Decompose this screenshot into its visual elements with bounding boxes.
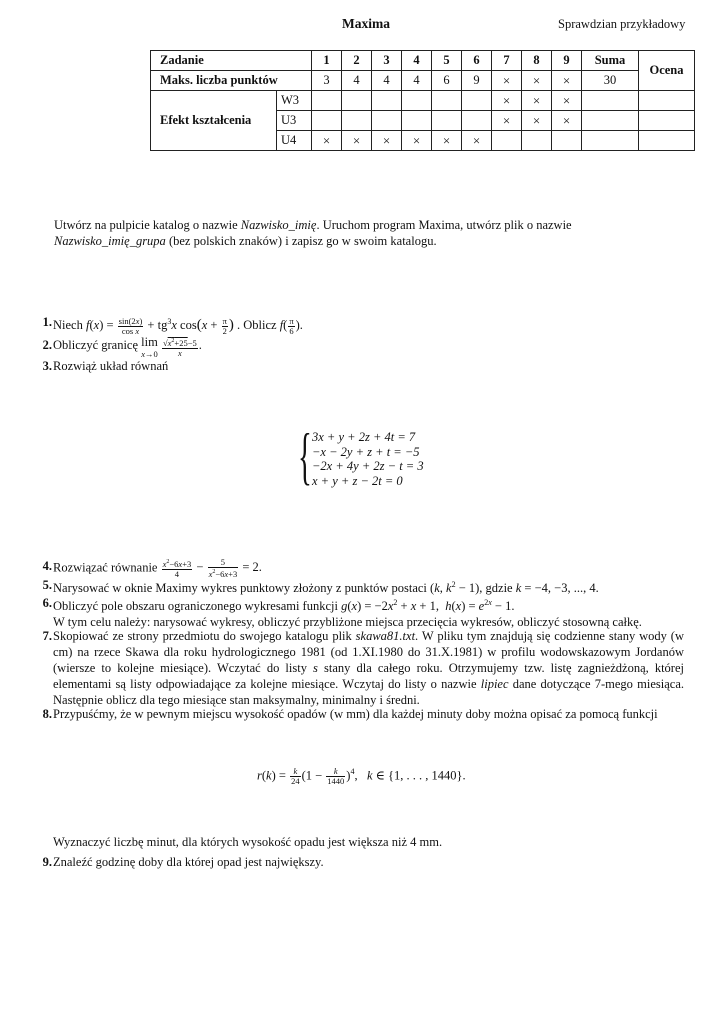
task-number: 2. <box>42 338 52 352</box>
effect-mark: × <box>432 131 462 151</box>
points-cell: 9 <box>462 71 492 91</box>
effect-code: W3 <box>277 91 312 111</box>
list-name: lipiec <box>480 677 509 691</box>
effect-mark <box>312 111 342 131</box>
page-title: Maxima <box>342 16 390 31</box>
effect-mark <box>312 91 342 111</box>
effect-mark <box>552 131 582 151</box>
effect-grade-cell <box>639 131 695 151</box>
row-label-zadanie: Zadanie <box>151 51 312 71</box>
task-text: Rozwiązać równanie <box>53 560 161 575</box>
intro-text: . Uruchom program Maxima, utwórz plik o nazwie <box>316 218 572 232</box>
task-8 <box>34 706 684 722</box>
effect-mark: × <box>522 111 552 131</box>
effect-mark: × <box>372 131 402 151</box>
effect-mark <box>522 131 552 151</box>
table-row <box>151 91 695 111</box>
points-cell: 4 <box>342 71 372 91</box>
intro-paragraph <box>54 217 674 249</box>
effect-sum-cell <box>582 91 639 111</box>
effect-mark <box>402 111 432 131</box>
effect-mark <box>342 111 372 131</box>
page-subtitle: Sprawdzian przykładowy <box>558 17 686 31</box>
equation: x + y + z − 2t = 0 <box>312 474 403 489</box>
task-text: . Oblicz <box>236 318 280 333</box>
task-text: Niech <box>53 318 86 333</box>
task-number: 9. <box>42 855 52 869</box>
effect-mark <box>342 91 372 111</box>
task-text: Narysować w oknie Maximy wykres punktowy złożony z punktów postaci <box>53 581 431 596</box>
limit-formula: lim x→0 <box>141 335 158 359</box>
effect-mark: × <box>492 91 522 111</box>
equation: −x − 2y + z + t = −5 <box>312 444 420 459</box>
task-header: 6 <box>462 51 492 71</box>
task-7 <box>34 628 684 708</box>
effect-mark: × <box>342 131 372 151</box>
brace-symbol: { <box>298 420 312 491</box>
task-3 <box>34 358 684 374</box>
task-text: Obliczyć granicę <box>53 338 142 352</box>
effect-sum-cell <box>582 111 639 131</box>
equation: −2x + 4y + 2z − t = 3 <box>312 459 424 474</box>
list-name: s <box>313 661 318 675</box>
effect-code: U4 <box>277 131 312 151</box>
task-header: 1 <box>312 51 342 71</box>
equation-formula: $\frac{x^2-6x+3}{4}$ − $\frac{5}{x^2-6x+3}$ = 2. <box>162 557 262 579</box>
task-text: Znaleźć godzinę doby dla której opad jest największy. <box>53 855 324 869</box>
effect-mark <box>402 91 432 111</box>
intro-text: (bez polskich znaków) i zapisz go w swoim katalogu. <box>165 234 437 248</box>
task-number: 6. <box>42 596 52 610</box>
row-label-points: Maks. liczba punktów <box>151 71 312 91</box>
task-6: 6. Obliczyć pole obszaru ograniczonego wykresami funkcji $g(x) = -2x^2 + x + 1$, $h(x) = e^{2x} - 1$. W tym celu należy: narysować wykresy, obliczyć przybliżone miejsca przecięcia wykresów, obliczyć stosowną całkę. <box>34 595 684 630</box>
points-cell: × <box>522 71 552 91</box>
intro-text: Utwórz na pulpicie katalog o nazwie <box>54 218 241 232</box>
points-sum-cell: 30 <box>582 71 639 91</box>
task-number: 8. <box>42 707 52 721</box>
task-text: , gdzie <box>479 581 516 596</box>
task-text: dane dotyczące 7-mego miesiąca. Następnie oblicz dla tego miesiące stan maksymalny, minimalny i średni. <box>53 677 685 707</box>
effect-mark <box>432 111 462 131</box>
task-5: 5. Narysować w oknie Maximy wykres punktowy złożony z punktów postaci (k, $k^2 - 1$), gdzie k = −4, −3, ..., 4. <box>34 577 684 596</box>
effect-grade-cell <box>639 91 695 111</box>
effect-mark: × <box>552 91 582 111</box>
task-text: Skopiować ze strony przedmiotu do swojego katalogu plik <box>53 629 356 643</box>
data-file-name: skawa81.txt <box>355 629 416 643</box>
effect-mark <box>462 111 492 131</box>
effect-mark <box>372 91 402 111</box>
effect-mark: × <box>522 91 552 111</box>
task-header: 2 <box>342 51 372 71</box>
task-header: 7 <box>492 51 522 71</box>
effect-sum-cell <box>582 131 639 151</box>
table-row <box>151 71 695 91</box>
effect-mark <box>372 111 402 131</box>
effect-mark: × <box>552 111 582 131</box>
task-header: 5 <box>432 51 462 71</box>
effect-mark: × <box>492 111 522 131</box>
task-number: 4. <box>42 559 52 573</box>
points-cell: 3 <box>312 71 342 91</box>
task-text: Przypuśćmy, że w pewnym miejscu wysokość opadów (w mm) dla każdej minuty doby można opisać za pomocą funkcji <box>53 707 658 721</box>
points-cell: 4 <box>402 71 432 91</box>
task-8-question: Wyznaczyć liczbę minut, dla których wysokość opadu jest większa niż 4 mm. <box>53 835 443 849</box>
effect-grade-cell <box>639 111 695 131</box>
equation: 3x + y + 2z + 4t = 7 <box>312 430 416 444</box>
folder-name: Nazwisko_imię <box>240 218 317 232</box>
points-cell: × <box>552 71 582 91</box>
file-name: Nazwisko_imię_grupa <box>54 234 166 248</box>
effect-mark: × <box>462 131 492 151</box>
task-header: 3 <box>372 51 402 71</box>
points-cell: × <box>492 71 522 91</box>
task-9 <box>34 854 684 870</box>
rainfall-formula: r(k) = $\frac{k}{24}$ (1 − $\frac{k}{1440}$ )$^4$, k ∈ {1, . . . , 1440}. <box>257 766 466 786</box>
grading-table <box>150 50 695 151</box>
task-text: Obliczyć pole obszaru ograniczonego wykresami funkcji <box>53 599 342 614</box>
effect-mark: × <box>312 131 342 151</box>
task-2: 2. Obliczyć granicę lim x→0 $\frac{√x^2+25-5}{x}$ . <box>34 337 684 360</box>
equation-list <box>312 430 424 489</box>
task-number: 5. <box>42 578 52 592</box>
task-number: 1. <box>42 315 52 329</box>
task-header: 4 <box>402 51 432 71</box>
task-4 <box>34 558 684 579</box>
task-text: W tym celu należy: narysować wykresy, obliczyć przybliżone miejsca przecięcia wykresów, obliczyć stosowną całkę. <box>53 615 642 630</box>
grade-header: Ocena <box>639 51 695 91</box>
effect-mark <box>432 91 462 111</box>
effect-mark <box>492 131 522 151</box>
table-row <box>151 51 695 71</box>
function-formula: f(x) = $\frac{\sin(2x)}{\text{cos x}}$ + $tg^3x$ cos(x + $\frac{\pi}{2}$ ) <box>85 315 234 336</box>
row-label-effect: Efekt kształcenia <box>151 91 277 151</box>
effect-mark: × <box>402 131 432 151</box>
sum-header: Suma <box>582 51 639 71</box>
task-1: 1. Niech f(x) = $\frac{\sin(2x)}{\text{cos x}}$ + $tg^3x$ cos(x + $\frac{\pi}{2}$ ) . Oblicz f( $\frac{\pi}{6}$ ). <box>34 314 684 336</box>
points-cell: 4 <box>372 71 402 91</box>
effect-code: U3 <box>277 111 312 131</box>
task-number: 3. <box>42 359 52 373</box>
task-text: Rozwiąż układ równań <box>53 359 169 373</box>
points-cell: 6 <box>432 71 462 91</box>
task-number: 7. <box>42 629 52 643</box>
task-text: stany dla całego roku. Otrzymujemy tzw. listę zagnieżdżoną, której elementami są listy odpowiadające za kolejne miesiące. Wczytaj do listy o nazwie <box>53 661 684 691</box>
task-header: 8 <box>522 51 552 71</box>
task-text: . W pliku tym znajdują się codzienne stany wody (w cm) na rzece Skawa dla roku hydrologicznego 1981 (od 1.XI.1980 do 31.X.1981) w profilu wodowskazowym Jordanów (wiersze to kolejne miesiące). Wczytać do listy <box>53 629 684 675</box>
effect-mark <box>462 91 492 111</box>
task-header: 9 <box>552 51 582 71</box>
